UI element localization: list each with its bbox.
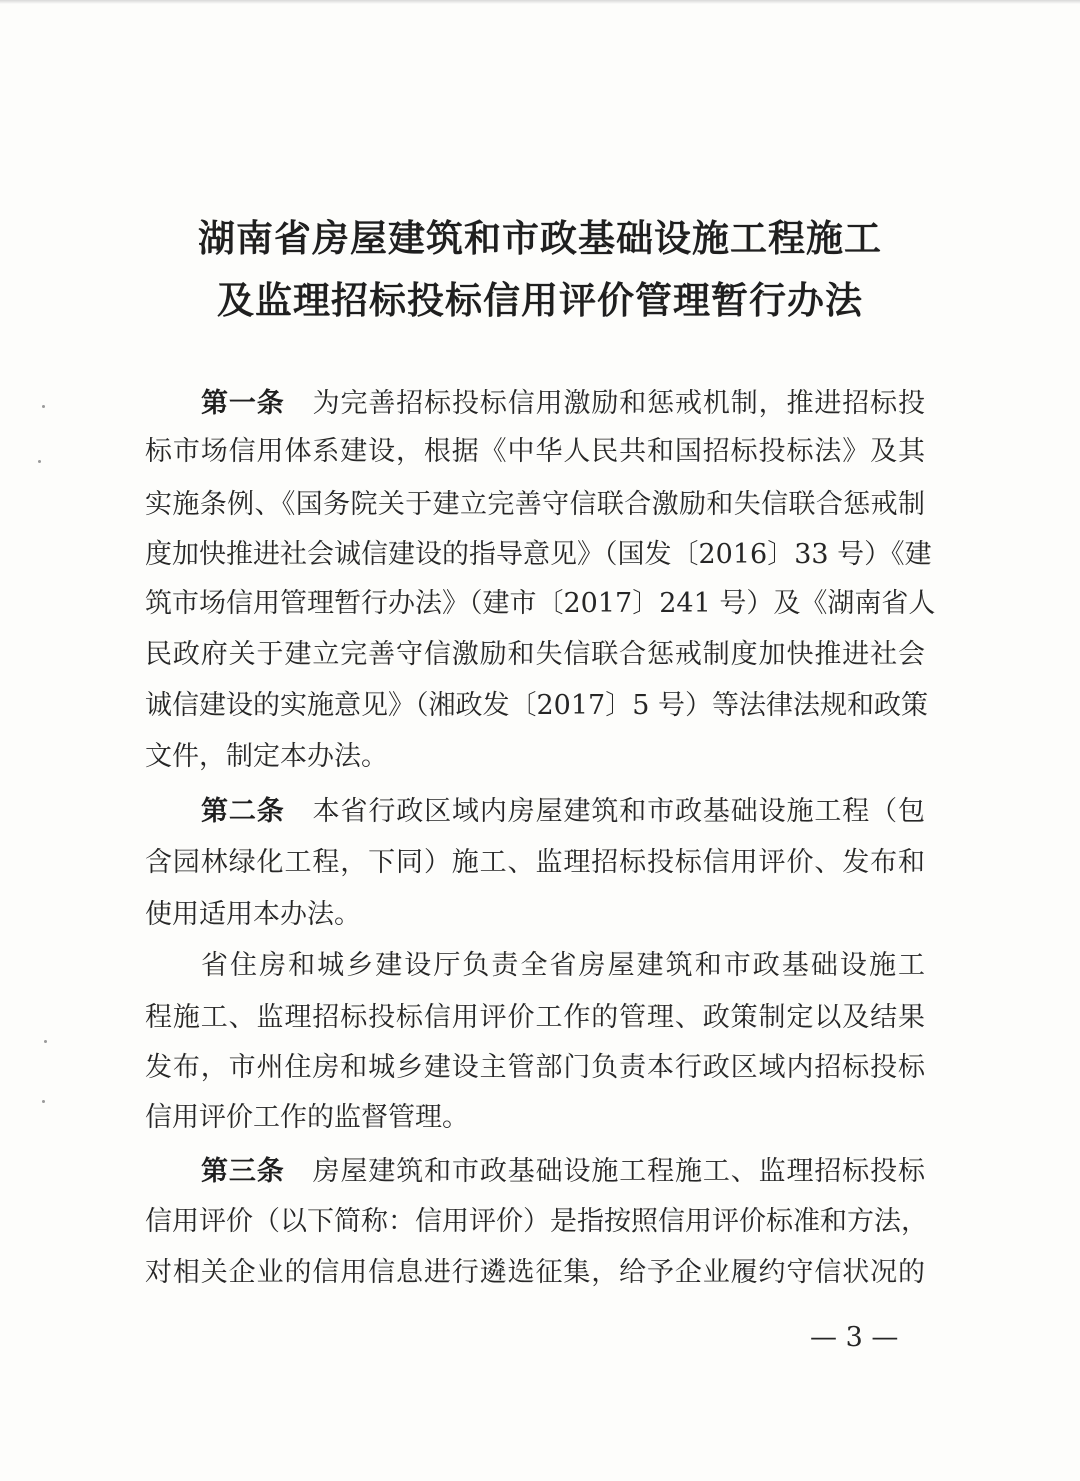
document-title-line-1: 湖南省房屋建筑和市政基础设施工程施工 bbox=[198, 217, 882, 260]
article-2-line-1 bbox=[201, 792, 925, 832]
article-1-line-8: 文件，制定本办法。 bbox=[145, 741, 388, 772]
paragraph-line-3: 发布，市州住房和城乡建设主管部门负责本行政区域内招标投标 bbox=[145, 1052, 925, 1083]
document-title-line-2: 及监理招标投标信用评价管理暂行办法 bbox=[217, 279, 863, 322]
paragraph-line-1: 省住房和城乡建设厅负责全省房屋建筑和市政基础设施工 bbox=[201, 950, 925, 981]
article-3-line-1 bbox=[201, 1152, 925, 1192]
article-1-line-4: 度加快推进社会诚信建设的指导意见》（国发〔2016〕33 号）《建 bbox=[145, 539, 932, 570]
article-3-line-2: 信用评价（以下简称：信用评价）是指按照信用评价标准和方法， bbox=[145, 1206, 928, 1237]
page-number: — 3 — bbox=[810, 1322, 899, 1353]
article-1-text: 为完善招标投标信用激励和惩戒机制，推进招标投 bbox=[312, 388, 925, 419]
article-1-line-3: 实施条例、《国务院关于建立完善守信联合激励和失信联合惩戒制 bbox=[145, 489, 925, 520]
scan-top-edge bbox=[0, 0, 1080, 4]
scan-speck bbox=[38, 460, 41, 463]
article-1-line-1 bbox=[201, 384, 925, 424]
article-3-text: 房屋建筑和市政基础设施工程施工、监理招标投标 bbox=[312, 1156, 925, 1187]
scan-speck bbox=[42, 405, 45, 408]
paragraph-line-4: 信用评价工作的监督管理。 bbox=[145, 1102, 469, 1133]
paragraph-line-2: 程施工、监理招标投标信用评价工作的管理、政策制定以及结果 bbox=[145, 1002, 925, 1033]
article-3-heading: 第三条 bbox=[201, 1156, 285, 1187]
article-2-heading: 第二条 bbox=[201, 796, 285, 827]
article-1-line-2: 标市场信用体系建设，根据《中华人民共和国招标投标法》及其 bbox=[145, 436, 925, 467]
scan-speck bbox=[42, 1100, 45, 1103]
article-2-line-3: 使用适用本办法。 bbox=[145, 899, 361, 930]
article-2-line-2: 含园林绿化工程，下同）施工、监理招标投标信用评价、发布和 bbox=[145, 847, 925, 878]
article-1-line-5: 筑市场信用管理暂行办法》（建市〔2017〕241 号）及《湖南省人 bbox=[145, 588, 936, 619]
article-1-line-6: 民政府关于建立完善守信激励和失信联合惩戒制度加快推进社会 bbox=[145, 639, 925, 670]
article-1-line-7: 诚信建设的实施意见》（湘政发〔2017〕5 号）等法律法规和政策 bbox=[145, 690, 928, 721]
article-3-line-3: 对相关企业的信用信息进行遴选征集，给予企业履约守信状况的 bbox=[145, 1257, 925, 1288]
article-1-heading: 第一条 bbox=[201, 388, 285, 419]
scan-speck bbox=[44, 1040, 47, 1043]
article-2-text: 本省行政区域内房屋建筑和市政基础设施工程（包 bbox=[312, 796, 925, 827]
